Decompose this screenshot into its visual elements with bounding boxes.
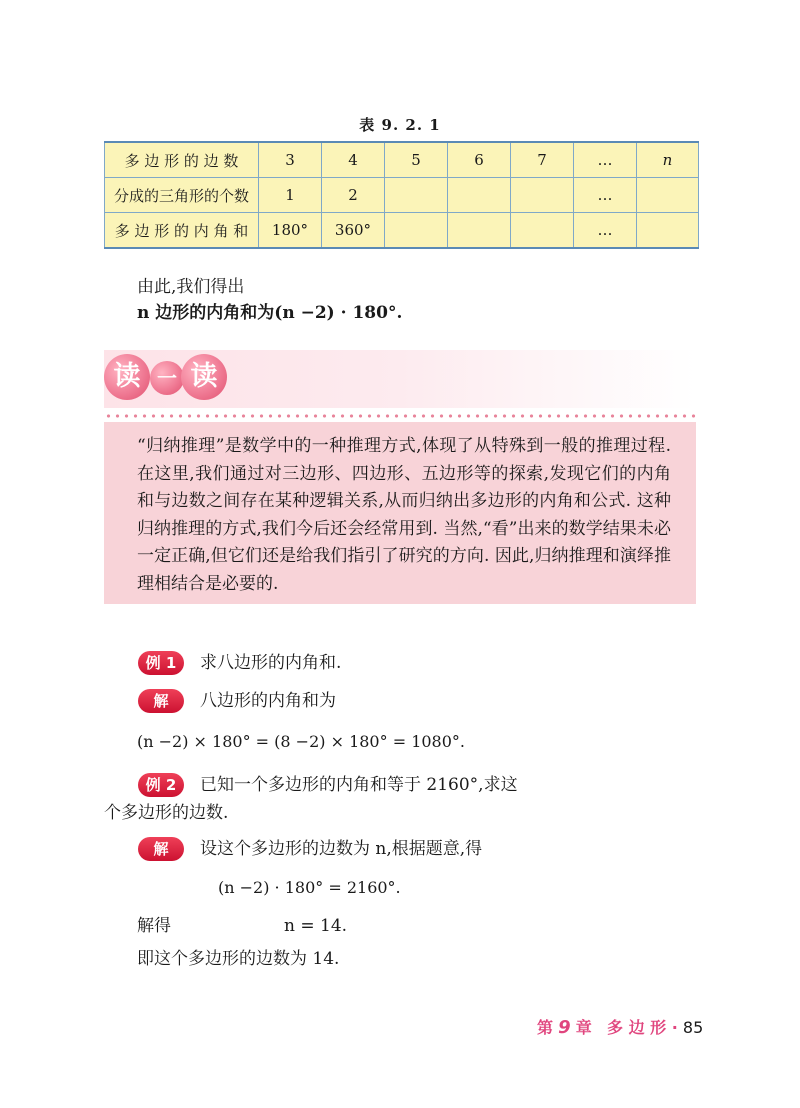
table-cell: n xyxy=(637,142,699,178)
page-number: 85 xyxy=(682,1018,704,1037)
example-1-question: 求八边形的内角和. xyxy=(200,653,342,673)
row-label: 分成的三角形的个数 xyxy=(105,178,259,213)
table-row-angle-sum xyxy=(105,213,699,249)
table-cell: 7 xyxy=(511,142,574,178)
table-cell xyxy=(511,213,574,249)
table-cell xyxy=(637,178,699,213)
table-cell: 1 xyxy=(259,178,322,213)
table-row-triangles xyxy=(105,178,699,213)
table-cell: … xyxy=(574,142,637,178)
table-cell: 3 xyxy=(259,142,322,178)
table-caption: 表 9. 2. 1 xyxy=(359,116,441,134)
row-label: 多 边 形 的 边 数 xyxy=(105,142,259,178)
table-cell xyxy=(385,178,448,213)
table-cell: … xyxy=(574,178,637,213)
conclusion-intro: 由此,我们得出 xyxy=(137,277,245,297)
example-2-badge: 例 2 xyxy=(138,773,184,797)
table-row-sides xyxy=(105,142,699,178)
example-1-solution: 八边形的内角和为 xyxy=(200,691,336,711)
read-title-char: 一 xyxy=(150,361,184,395)
table-cell xyxy=(511,178,574,213)
example-1-calculation: (n −2) × 180° = (8 −2) × 180° = 1080°. xyxy=(137,732,465,751)
row-label: 多 边 形 的 内 角 和 xyxy=(105,213,259,249)
chapter-prefix: 第 xyxy=(537,1018,554,1037)
table-cell xyxy=(448,213,511,249)
conclusion-formula: n 边形的内角和为(n −2) · 180°. xyxy=(137,303,403,323)
table-cell: 2 xyxy=(322,178,385,213)
table-cell xyxy=(637,213,699,249)
chapter-number: 9 xyxy=(558,1017,571,1038)
table-cell: … xyxy=(574,213,637,249)
dotted-divider xyxy=(104,414,696,418)
chapter-title: 多 边 形 · xyxy=(607,1018,678,1037)
polygon-data-table xyxy=(104,141,699,249)
read-title-char: 读 xyxy=(104,354,150,400)
table-cell: 180° xyxy=(259,213,322,249)
chapter-suffix: 章 xyxy=(575,1018,592,1037)
example-1-badge: 例 1 xyxy=(138,651,184,675)
example-2-equation: (n −2) · 180° = 2160°. xyxy=(218,878,401,897)
read-title-char: 读 xyxy=(181,354,227,400)
read-section-text: “归纳推理”是数学中的一种推理方式,体现了从特殊到一般的推理过程. 在这里,我们通过对三边形、四边形、五边形等的探索,发现它们的内角和与边数之间存在某种逻辑关系,从而归纳出多边形的内角和公式. 这种归纳推理的方式,我们今后还会经常用到. 当然,“看”出来的数学结果未必一定正确,但它们还是给我们指引了研究的方向. 因此,归纳推理和演绎推理相结合是必要的. xyxy=(137,436,671,594)
read-section-banner xyxy=(104,350,696,408)
table-cell xyxy=(448,178,511,213)
table-cell: 4 xyxy=(322,142,385,178)
table-cell: 5 xyxy=(385,142,448,178)
table-cell: 6 xyxy=(448,142,511,178)
example-2-solve-label: 解得 xyxy=(137,916,171,936)
solution-badge: 解 xyxy=(138,837,184,861)
example-2-solution: 设这个多边形的边数为 n,根据题意,得 xyxy=(200,839,483,859)
solution-badge: 解 xyxy=(138,689,184,713)
example-2-question-line1: 已知一个多边形的内角和等于 2160°,求这 xyxy=(200,775,518,795)
example-2-answer: 即这个多边形的边数为 14. xyxy=(137,949,340,969)
table-cell: 360° xyxy=(322,213,385,249)
example-2-solve-value: n = 14. xyxy=(284,916,348,936)
table-cell xyxy=(385,213,448,249)
example-2-question-line2: 个多边形的边数. xyxy=(104,803,229,823)
page-footer xyxy=(537,1015,703,1038)
